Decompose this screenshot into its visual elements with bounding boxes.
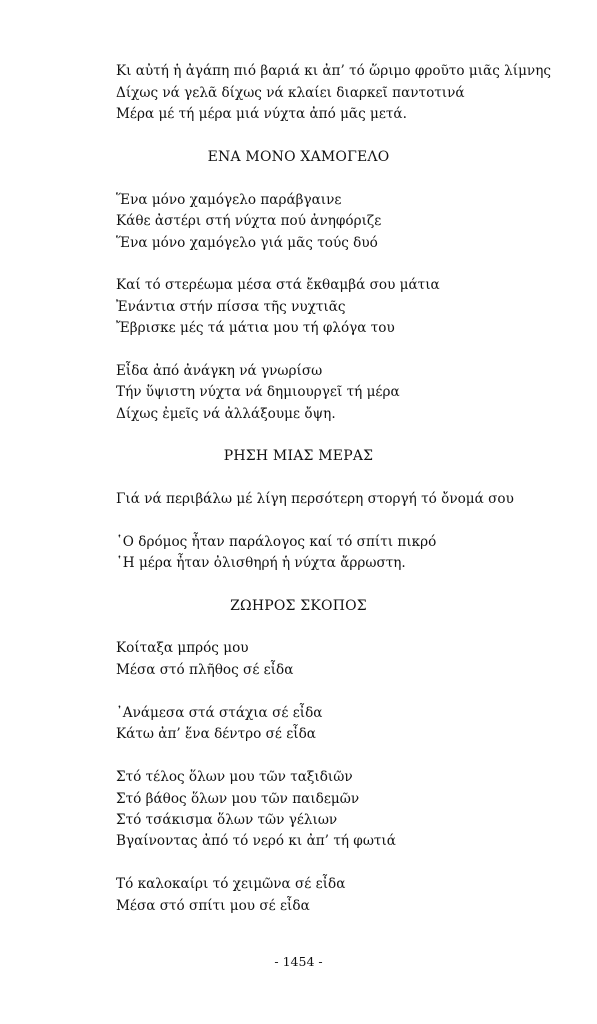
poem-title: ΡΗΣΗ ΜΙΑΣ ΜΕΡΑΣ <box>223 448 374 464</box>
poem-line: Μέρα μέ τή μέρα μιά νύχτα ἀπό μᾶς μετά. <box>116 106 407 122</box>
page-number: - 1454 - <box>274 954 323 969</box>
poem-line: Στό τέλος ὅλων μου τῶν ταξιδιῶν <box>116 769 353 785</box>
poem-line: Βγαίνοντας ἀπό τό νερό κι ἀπ’ τή φωτιά <box>116 833 396 849</box>
poem-line: Τήν ὕψιστη νύχτα νά δημιουργεῖ τή μέρα <box>116 384 400 400</box>
poem-title: ΕΝΑ ΜΟΝΟ ΧΑΜΟΓΕΛΟ <box>207 149 390 165</box>
poem-line: Καί τό στερέωμα μέσα στά ἔκθαμβά σου μάτια <box>116 277 440 293</box>
poem-line: Κι αὐτή ἡ ἀγάπη πιό βαριά κι ἀπ’ τό ὥριμο φροῦτο μιᾶς λίμνης <box>116 63 551 79</box>
poem-line: Κάτω ἀπ’ ἕνα δέντρο σέ εἶδα <box>116 726 316 742</box>
poem-line: Γιά νά περιβάλω μέ λίγη περσότερη στοργή τό ὄνομά σου <box>116 491 514 507</box>
poem-line: Κοίταξα μπρός μου <box>116 640 249 656</box>
poem-line: Ἐνάντια στήν πίσσα τῆς νυχτιᾶς <box>116 299 346 315</box>
poem-line: Μέσα στό πλῆθος σέ εἶδα <box>116 662 294 678</box>
poem-line: Εἶδα ἀπό ἀνάγκη νά γνωρίσω <box>116 363 323 379</box>
poem-line: Ἕνα μόνο χαμόγελο γιά μᾶς τούς δυό <box>116 235 378 251</box>
poem-line: Ἔβρισκε μές τά μάτια μου τή φλόγα του <box>116 320 395 336</box>
poem-line: Δίχως νά γελᾶ δίχως νά κλαίει διαρκεῖ παντοτινά <box>116 85 465 101</box>
poem-line: Στό βάθος ὅλων μου τῶν παιδεμῶν <box>116 791 360 807</box>
poem-line: Στό τσάκισμα ὅλων τῶν γέλιων <box>116 812 338 828</box>
poem-line: ῾Η μέρα ἦταν ὀλισθηρή ἡ νύχτα ἄρρωστη. <box>116 555 406 571</box>
poem-line: Τό καλοκαίρι τό χειμῶνα σέ εἶδα <box>116 876 346 892</box>
poem-title: ΖΩΗΡΟΣ ΣΚΟΠΟΣ <box>230 598 367 614</box>
poem-line: Μέσα στό σπίτι μου σέ εἶδα <box>116 898 310 914</box>
poem-line: ῾Ο δρόμος ἦταν παράλογος καί τό σπίτι πικρό <box>116 534 437 550</box>
poem-line: Κάθε ἀστέρι στή νύχτα πού ἀνηφόριζε <box>116 213 382 229</box>
poem-line: Δίχως ἐμεῖς νά ἀλλάξουμε ὄψη. <box>116 406 336 422</box>
poem-line: Ἕνα μόνο χαμόγελο παράβγαινε <box>116 192 342 208</box>
poem-line: ᾿Ανάμεσα στά στάχια σέ εἶδα <box>116 705 323 721</box>
